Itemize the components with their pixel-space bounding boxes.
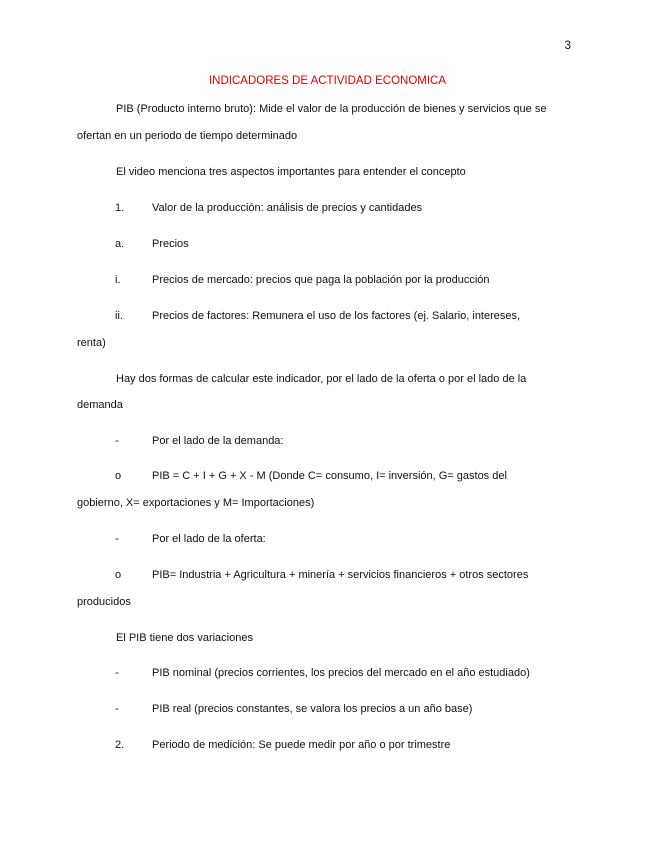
list-item-precios-factores: Precios de factores: Remunera el uso de los factores (ej. Salario, intereses, [152, 310, 521, 322]
list-item-pib-real: PIB real (precios constantes, se valora los precios a un año base) [152, 703, 473, 715]
paragraph-formas-calculo: Hay dos formas de calcular este indicador, por el lado de la oferta o por el lado de la [116, 373, 527, 385]
list-marker: - [115, 533, 119, 545]
list-item-valor-produccion: Valor de la producción: análisis de precios y cantidades [152, 202, 423, 214]
list-item-precios-factores-cont: renta) [77, 337, 106, 349]
list-marker: - [115, 667, 119, 679]
list-item-lado-demanda: Por el lado de la demanda: [152, 435, 284, 447]
list-item-formula-oferta: PIB= Industria + Agricultura + minería + servicios financieros + otros sectores [152, 569, 529, 581]
list-marker: o [115, 470, 122, 482]
paragraph-pib-definition-cont: ofertan en un periodo de tiempo determinado [77, 130, 298, 142]
list-marker: o [115, 569, 122, 581]
paragraph-video-intro: El video menciona tres aspectos importantes para entender el concepto [116, 166, 466, 178]
list-item-precios: Precios [152, 238, 189, 250]
list-item-lado-oferta: Por el lado de la oferta: [152, 533, 266, 545]
list-item-formula-demanda-cont: gobierno, X= exportaciones y M= Importaciones) [77, 497, 315, 509]
list-marker: ii. [115, 310, 123, 322]
paragraph-pib-definition: PIB (Producto interno bruto): Mide el valor de la producción de bienes y servicios que se [116, 103, 547, 115]
page-title: INDICADORES DE ACTIVIDAD ECONOMICA [208, 75, 447, 87]
list-marker: - [115, 435, 119, 447]
list-item-periodo-medicion: Periodo de medición: Se puede medir por año o por trimestre [152, 739, 451, 751]
list-item-pib-nominal: PIB nominal (precios corrientes, los precios del mercado en el año estudiado) [152, 667, 530, 679]
paragraph-formas-calculo-cont: demanda [77, 399, 123, 411]
page-number: 3 [564, 38, 571, 52]
list-item-formula-oferta-cont: producidos [77, 596, 131, 608]
list-marker: 2. [115, 739, 125, 751]
list-item-formula-demanda: PIB = C + I + G + X - M (Donde C= consumo, I= inversión, G= gastos del [152, 470, 507, 482]
paragraph-variaciones: El PIB tiene dos variaciones [116, 632, 253, 644]
list-marker: 1. [115, 202, 125, 214]
list-item-precios-mercado: Precios de mercado: precios que paga la población por la producción [152, 274, 490, 286]
list-marker: i. [115, 274, 121, 286]
list-marker: - [115, 703, 119, 715]
list-marker: a. [115, 238, 125, 250]
